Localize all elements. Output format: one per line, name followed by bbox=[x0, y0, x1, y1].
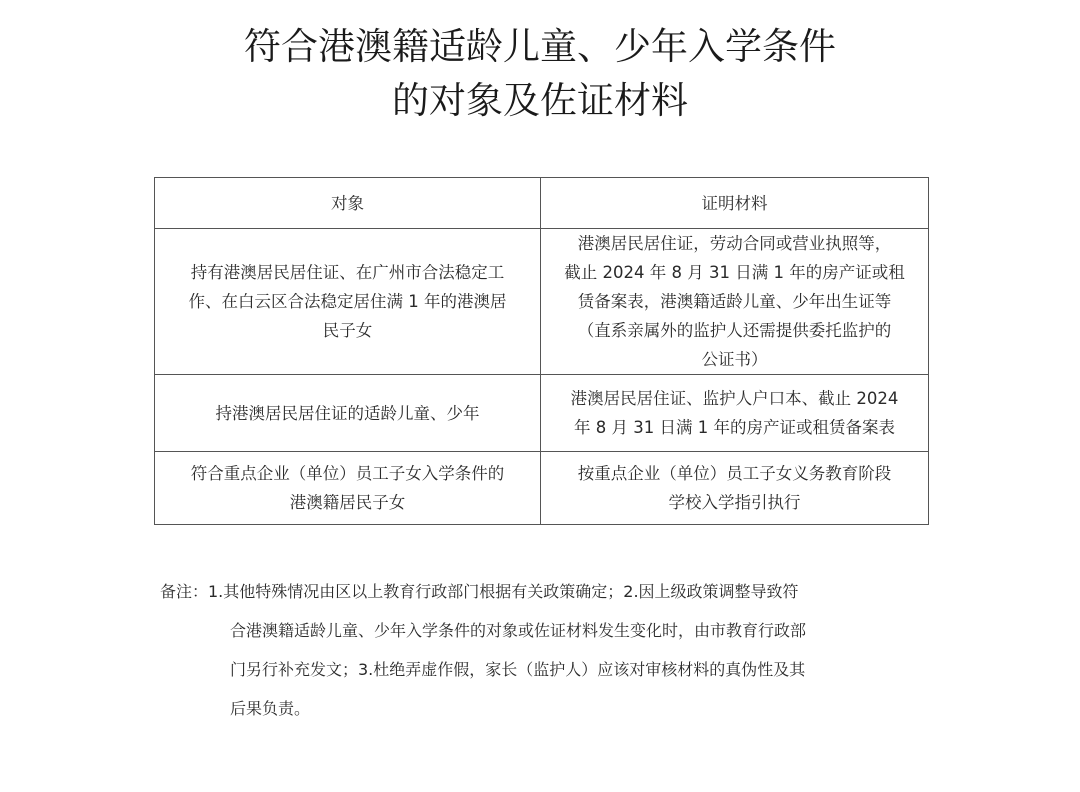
title-line-1: 符合港澳籍适龄儿童、少年入学条件 bbox=[244, 25, 836, 68]
table-row bbox=[155, 375, 929, 452]
object-cell bbox=[155, 375, 541, 452]
proof-cell bbox=[541, 375, 929, 452]
cell-line: 港澳居民居住证，劳动合同或营业执照等， bbox=[577, 234, 892, 253]
header-object: 对象 bbox=[155, 178, 541, 229]
table-row bbox=[155, 229, 929, 375]
table-header-row bbox=[155, 178, 929, 229]
cell-line: 截止 2024 年 8 月 31 日满 1 年的房产证或租 bbox=[564, 263, 905, 282]
header-proof-materials: 证明材料 bbox=[541, 178, 929, 229]
cell-line: 港澳居民居住证、监护人户口本、截止 2024 bbox=[570, 389, 899, 408]
cell-line: 持港澳居民居住证的适龄儿童、少年 bbox=[215, 403, 480, 423]
remarks-line: 后果负责。 bbox=[230, 699, 311, 718]
cell-line: 学校入学指引执行 bbox=[668, 493, 801, 512]
title-line-2: 的对象及佐证材料 bbox=[392, 79, 688, 122]
eligibility-table bbox=[154, 177, 929, 525]
cell-line: 公证书） bbox=[701, 350, 768, 369]
cell-line: 民子女 bbox=[322, 321, 373, 340]
table-row bbox=[155, 452, 929, 525]
cell-line: （直系亲属外的监护人还需提供委托监护的 bbox=[577, 321, 892, 340]
cell-line: 持有港澳居民居住证、在广州市合法稳定工 bbox=[190, 263, 505, 282]
remarks-line: 门另行补充发文；3.杜绝弄虚作假，家长（监护人）应该对审核材料的真伪性及其 bbox=[230, 660, 806, 679]
remarks-line: 合港澳籍适龄儿童、少年入学条件的对象或佐证材料发生变化时，由市教育行政部 bbox=[230, 621, 807, 640]
cell-line: 赁备案表，港澳籍适龄儿童、少年出生证等 bbox=[577, 292, 892, 311]
proof-cell bbox=[541, 452, 929, 525]
remarks-line: 备注：1.其他特殊情况由区以上教育行政部门根据有关政策确定；2.因上级政策调整导致符 bbox=[160, 582, 799, 601]
remarks bbox=[160, 572, 920, 728]
cell-line: 按重点企业（单位）员工子女义务教育阶段 bbox=[577, 464, 892, 483]
cell-line: 符合重点企业（单位）员工子女入学条件的 bbox=[190, 464, 505, 483]
cell-line: 年 8 月 31 日满 1 年的房产证或租赁备案表 bbox=[574, 418, 895, 437]
cell-line: 作、在白云区合法稳定居住满 1 年的港澳居 bbox=[188, 292, 507, 311]
object-cell bbox=[155, 229, 541, 375]
cell-line: 港澳籍居民子女 bbox=[289, 493, 406, 512]
object-cell bbox=[155, 452, 541, 525]
proof-cell bbox=[541, 229, 929, 375]
document-title bbox=[0, 20, 1080, 128]
